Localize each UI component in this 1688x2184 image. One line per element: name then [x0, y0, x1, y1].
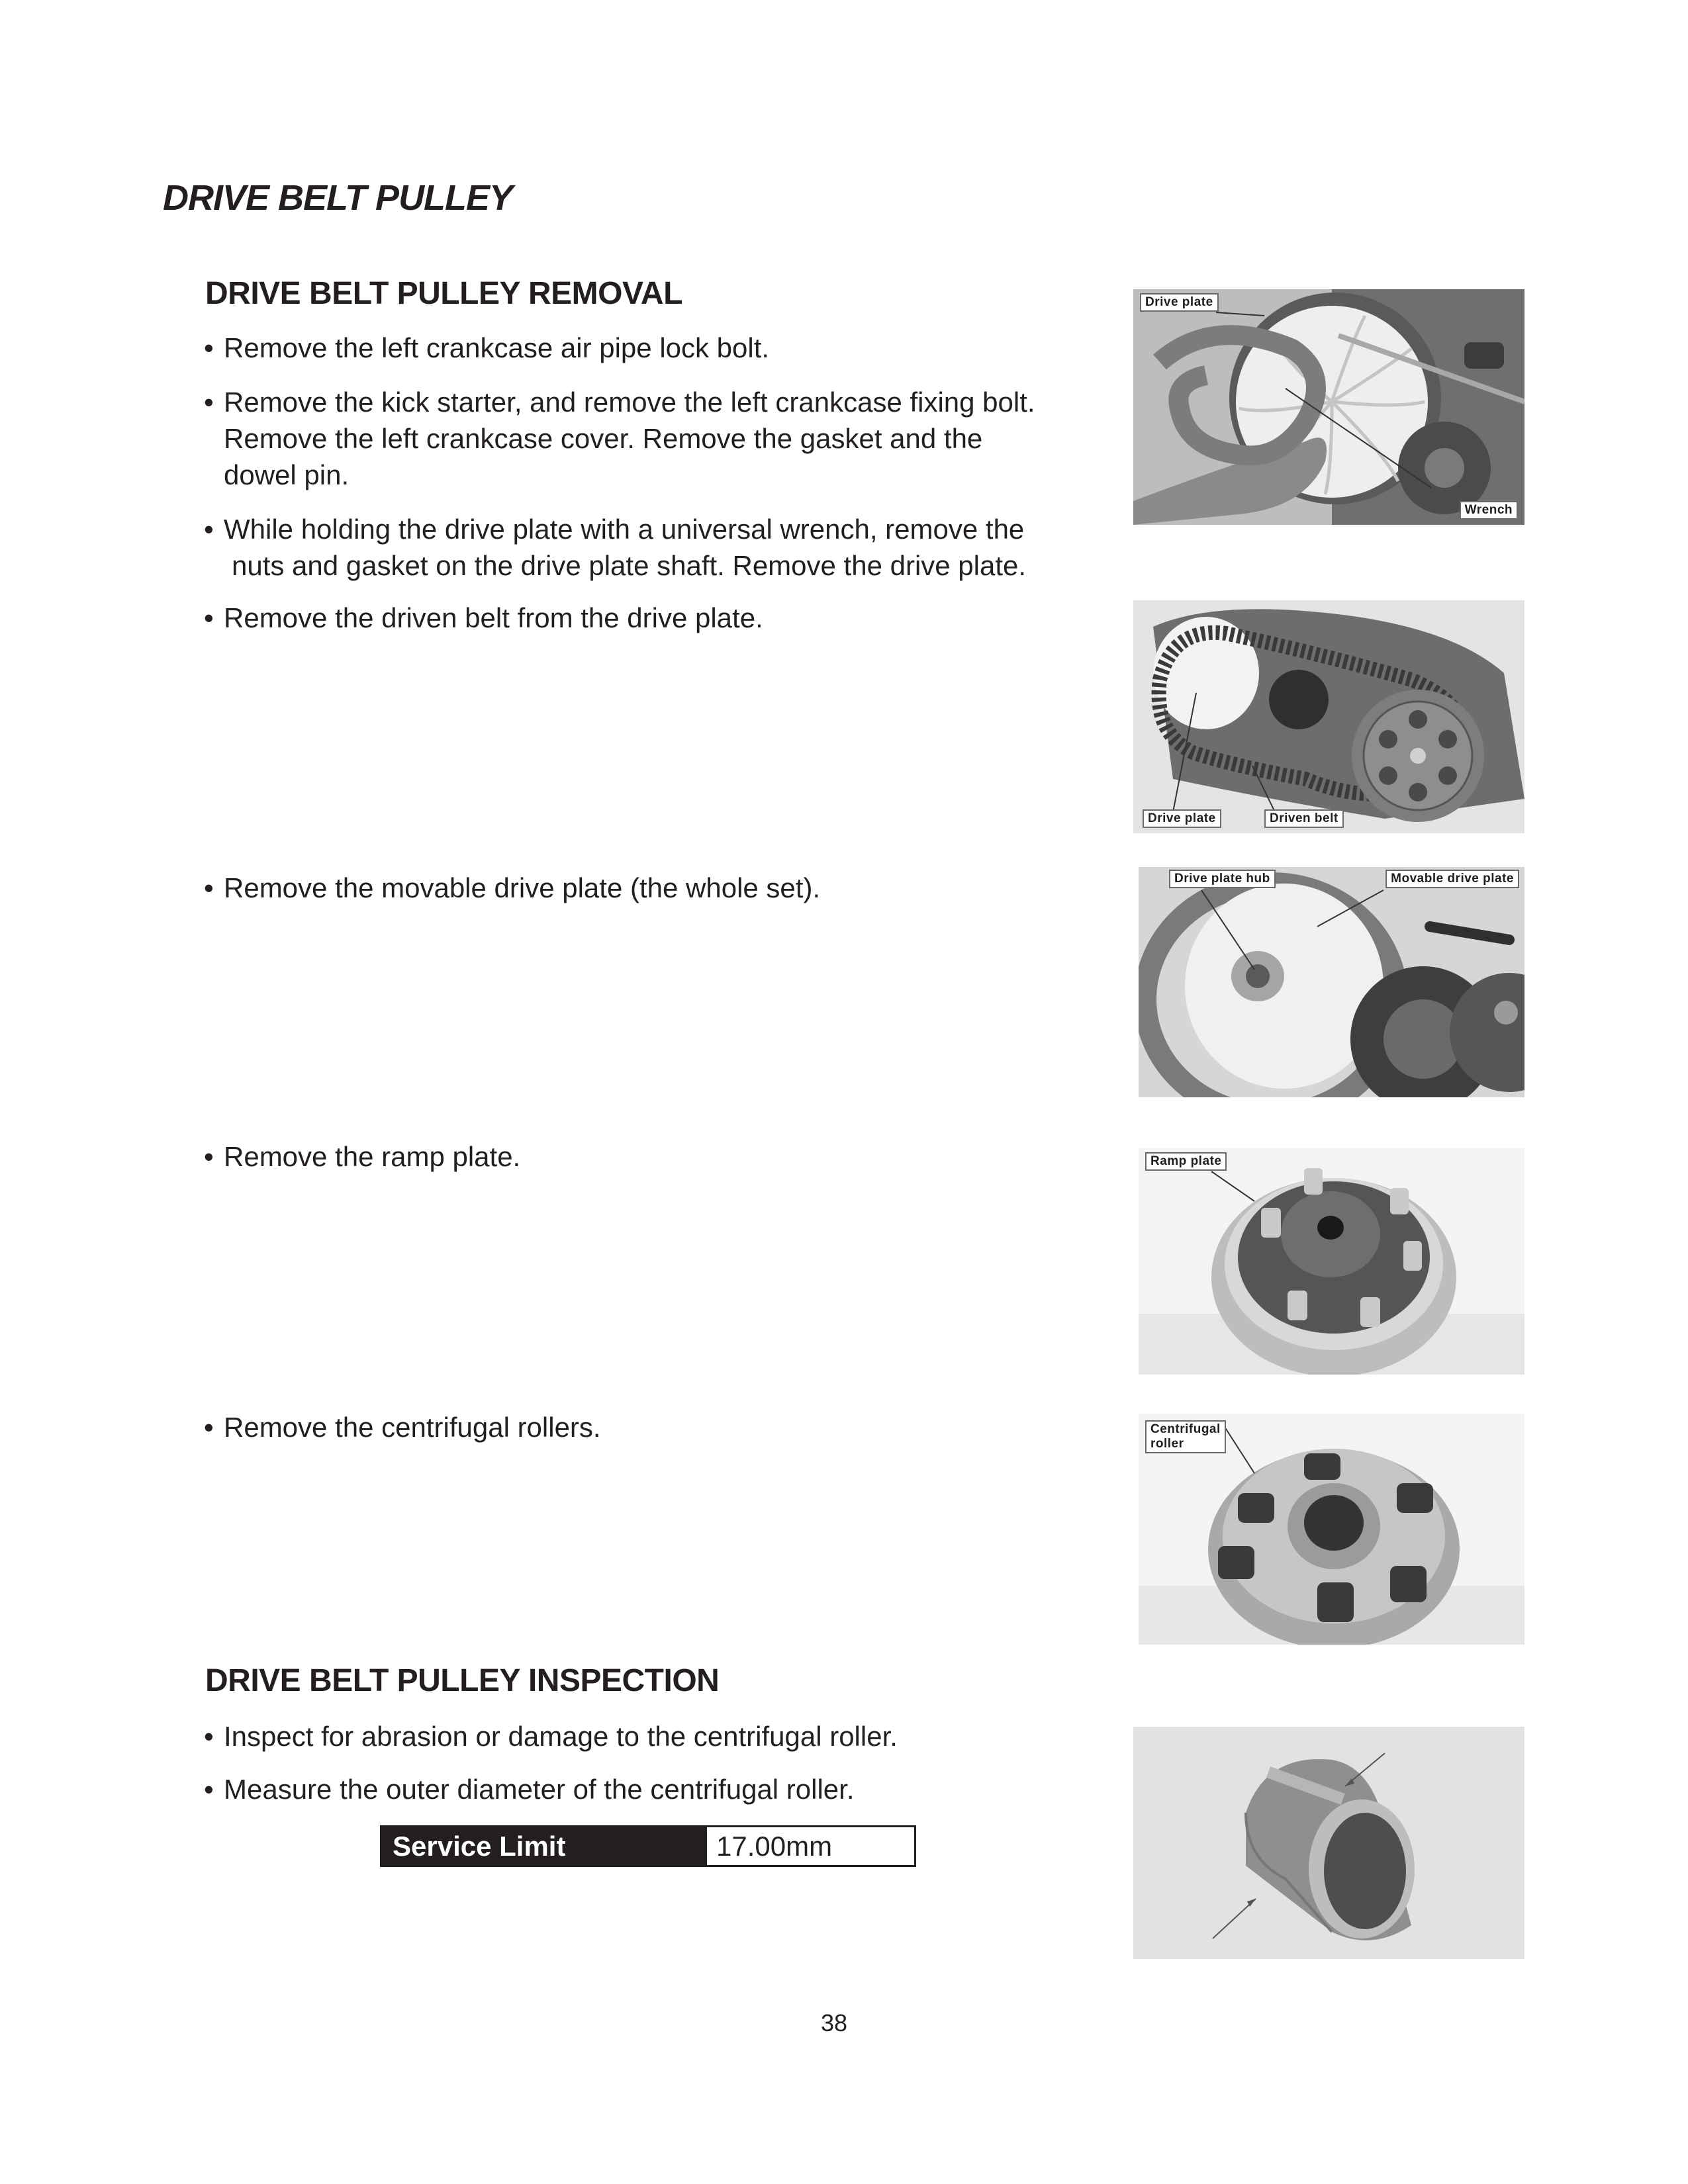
- step-text: Remove the movable drive plate (the whole set).: [224, 872, 821, 903]
- photo-label: Drive plate: [1140, 293, 1219, 312]
- photo-label: Drive plate hub: [1169, 870, 1276, 888]
- step-text-continued: nuts and gasket on the drive plate shaft. Remove the drive plate.: [232, 550, 1027, 581]
- service-limit-table: [380, 1825, 916, 1867]
- removal-step-5: [204, 870, 820, 906]
- step-text: Measure the outer diameter of the centrifugal roller.: [224, 1774, 855, 1805]
- photo-ramp-plate: [1139, 1148, 1524, 1375]
- photo-label: Movable drive plate: [1385, 870, 1519, 888]
- step-text: Remove the ramp plate.: [224, 1141, 521, 1172]
- bullet-icon: •: [204, 1412, 214, 1443]
- removal-step-2: [204, 384, 1035, 493]
- photo-drive-belt: [1133, 600, 1524, 833]
- photo-movable-drive-plate: [1139, 867, 1524, 1097]
- removal-step-6: [204, 1138, 520, 1175]
- step-text: Remove the left crankcase air pipe lock bolt.: [224, 332, 770, 363]
- step-text: Inspect for abrasion or damage to the centrifugal roller.: [224, 1721, 898, 1752]
- photo-label: Ramp plate: [1145, 1152, 1227, 1171]
- bullet-icon: •: [204, 602, 214, 633]
- removal-step-1: [204, 330, 769, 366]
- inspection-step-2: [204, 1771, 855, 1807]
- movable-drive-plate-illustration: [1139, 867, 1524, 1097]
- step-text: While holding the drive plate with a universal wrench, remove the: [224, 514, 1025, 545]
- service-limit-label: Service Limit: [382, 1827, 707, 1865]
- bullet-icon: •: [204, 872, 214, 903]
- page-title: DRIVE BELT PULLEY: [163, 178, 513, 218]
- step-text-continued: dowel pin.: [224, 459, 350, 490]
- removal-step-7: [204, 1409, 601, 1445]
- bullet-icon: •: [204, 1721, 214, 1752]
- drive-belt-illustration: [1133, 600, 1524, 833]
- bullet-icon: •: [204, 387, 214, 418]
- removal-heading: DRIVE BELT PULLEY REMOVAL: [205, 276, 682, 311]
- bullet-icon: •: [204, 1774, 214, 1805]
- single-roller-illustration: [1133, 1727, 1524, 1959]
- ramp-plate-illustration: [1139, 1148, 1524, 1375]
- step-text: Remove the kick starter, and remove the left crankcase fixing bolt.: [224, 387, 1035, 418]
- bullet-icon: •: [204, 514, 214, 545]
- page-number: 38: [820, 2009, 848, 2036]
- photo-drive-plate-wrench: [1133, 289, 1524, 525]
- photo-label: Centrifugal: [1150, 1422, 1221, 1436]
- photo-centrifugal-rollers: [1139, 1414, 1524, 1645]
- removal-step-3: [204, 511, 1026, 584]
- step-text-continued: Remove the left crankcase cover. Remove the gasket and the: [224, 423, 983, 454]
- photo-label: Wrench: [1460, 501, 1518, 520]
- photo-label: Drive plate: [1143, 809, 1221, 828]
- step-text: Remove the driven belt from the drive plate.: [224, 602, 763, 633]
- bullet-icon: •: [204, 332, 214, 363]
- drive-plate-wrench-illustration: [1133, 289, 1524, 525]
- photo-label-box: [1145, 1420, 1226, 1453]
- inspection-step-1: [204, 1718, 898, 1754]
- photo-single-roller: [1133, 1727, 1524, 1959]
- bullet-icon: •: [204, 1141, 214, 1172]
- step-text: Remove the centrifugal rollers.: [224, 1412, 601, 1443]
- photo-label: roller: [1150, 1437, 1184, 1451]
- inspection-heading: DRIVE BELT PULLEY INSPECTION: [205, 1663, 720, 1698]
- removal-step-4: [204, 600, 763, 636]
- photo-label: Driven belt: [1264, 809, 1344, 828]
- service-limit-value: 17.00mm: [707, 1827, 914, 1865]
